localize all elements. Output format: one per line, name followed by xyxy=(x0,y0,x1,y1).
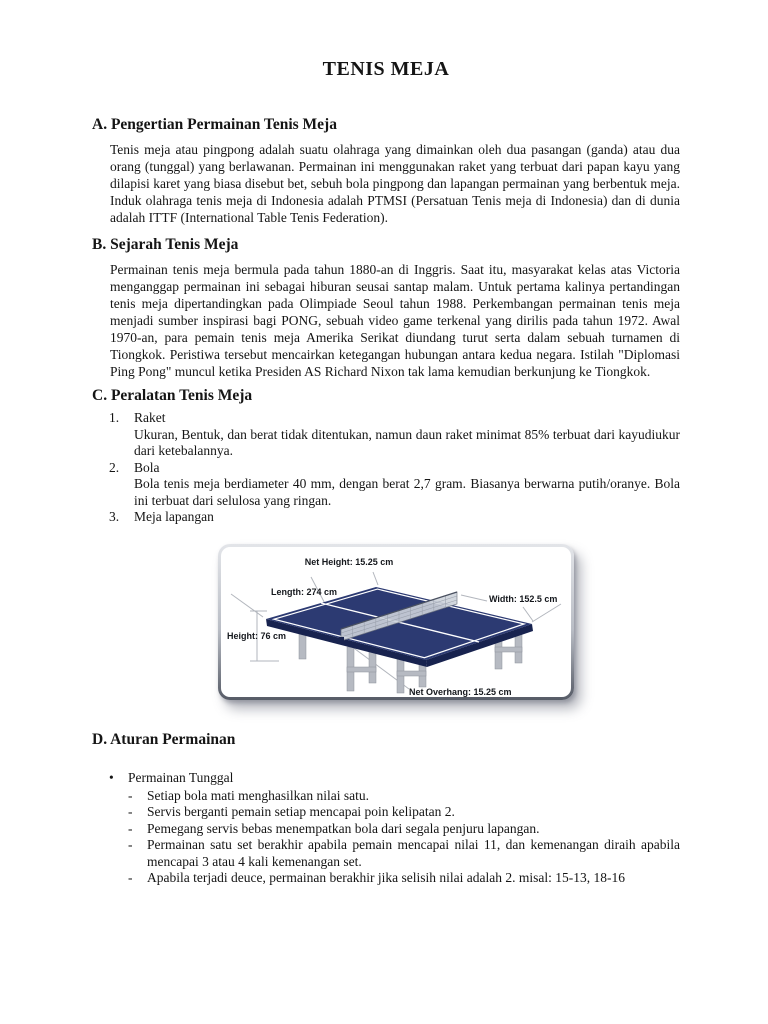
dash-icon: - xyxy=(128,804,133,819)
list-item xyxy=(128,821,680,838)
section-b-heading: B. Sejarah Tenis Meja xyxy=(92,236,239,253)
dash-icon: - xyxy=(128,837,133,852)
rule-text: Pemegang servis bebas menempatkan bola dari segala penjuru lapangan. xyxy=(147,820,540,836)
equipment-description: Ukuran, Bentuk, dan berat tidak ditentukan, namun daun raket minimat 85% terbuat dari kayudiukur dari ketebalannya. xyxy=(134,426,680,458)
dash-icon: - xyxy=(128,787,133,803)
list-item xyxy=(109,460,680,510)
table-tennis-diagram-icon xyxy=(221,547,571,697)
rule-text: Setiap bola mati menghasilkan nilai satu. xyxy=(147,787,369,803)
height-label: Height: 76 cm xyxy=(227,630,287,641)
section-c-heading: C. Peralatan Tenis Meja xyxy=(92,387,253,404)
table-dimensions-figure xyxy=(218,544,574,700)
equipment-list xyxy=(109,410,680,526)
list-item xyxy=(128,788,680,805)
section-a-heading: A. Pengertian Permainan Tenis Meja xyxy=(92,116,337,133)
net-height-label: Net Height: 15.25 cm xyxy=(304,556,394,567)
figure-image xyxy=(221,547,571,697)
equipment-title: Raket xyxy=(134,410,166,425)
list-number: 2. xyxy=(109,459,120,475)
dash-icon: - xyxy=(128,870,133,885)
bullet-item xyxy=(109,769,680,786)
rule-text: Servis berganti pemain setiap mencapai poin kelipatan 2. xyxy=(147,804,455,819)
list-item xyxy=(109,410,680,460)
equipment-title: Bola xyxy=(134,459,160,475)
equipment-description: Bola tenis meja berdiameter 40 mm, dengan berat 2,7 gram. Biasanya berwarna putih/oranye. Bola ini terbuat dari selulosa yang ringan. xyxy=(134,476,680,508)
equipment-title: Meja lapangan xyxy=(134,509,214,524)
section-d-heading: D. Aturan Permainan xyxy=(92,730,236,748)
length-label: Length: 274 cm xyxy=(271,586,338,597)
list-number: 3. xyxy=(109,509,120,524)
list-number: 1. xyxy=(109,410,120,425)
rules-list xyxy=(128,788,680,887)
figure-frame xyxy=(218,544,574,700)
rule-text: Permainan satu set berakhir apabila pemain mencapai nilai 11, dan kemenangan diraih apabila mencapai 3 atau 4 kali kemenangan set. xyxy=(147,837,680,869)
list-item xyxy=(128,837,680,870)
width-label: Width: 152.5 cm xyxy=(489,593,558,604)
section-a-paragraph: Tenis meja atau pingpong adalah suatu olahraga yang dimainkan oleh dua pasangan (ganda) atau dua orang (tunggal) yang berlawanan. Permainan ini menggunakan raket yang terbuat dari papan kayu yang dilapisi karet yang biasa disebut bet, sebuh bola pingpong dan lapangan permainan yang berbentuk meja. Induk olahraga tenis meja di Indonesia adalah PTMSI (Persatuan Tenis meja di Indonesia) dan di dunia adalah ITTF (International Table Tenis Federation). xyxy=(110,142,680,225)
document-title: TENIS MEJA xyxy=(322,58,450,80)
net-overhang-label: Net Overhang: 15.25 cm xyxy=(409,686,512,697)
dash-icon: - xyxy=(128,820,133,836)
rule-text: Apabila terjadi deuce, permainan berakhir jika selisih nilai adalah 2. misal: 15-13, 18-16 xyxy=(147,870,625,885)
list-item xyxy=(128,804,680,821)
section-b-paragraph: Permainan tenis meja bermula pada tahun 1880-an di Inggris. Saat itu, masyarakat kelas atas Victoria menganggap permainan ini sebagai hiburan seusai santap malam. Untuk pertama kalinya pertandingan tenis meja dipertandingkan pada Olimpiade Seoul tahun 1988. Perkembangan permainan tenis meja menjadi sumber inspirasi bagi PONG, sebuah video game terkenal yang dirilis pada tahun 1972. Awal 1970-an, para pemain tenis meja Amerika Serikat diundang turut serta dalam sebuah turnamen di Tiongkok. Peristiwa tersebut mencairkan ketegangan hubungan antara kedua negara. Istilah "Diplomasi Ping Pong" muncul ketika Presiden AS Richard Nixon tak lama kemudian berkunjung ke Tiongkok. xyxy=(110,262,680,379)
list-item xyxy=(109,509,680,526)
list-item xyxy=(128,870,680,887)
bullet-icon: • xyxy=(109,769,114,785)
bullet-label: Permainan Tunggal xyxy=(128,769,234,785)
